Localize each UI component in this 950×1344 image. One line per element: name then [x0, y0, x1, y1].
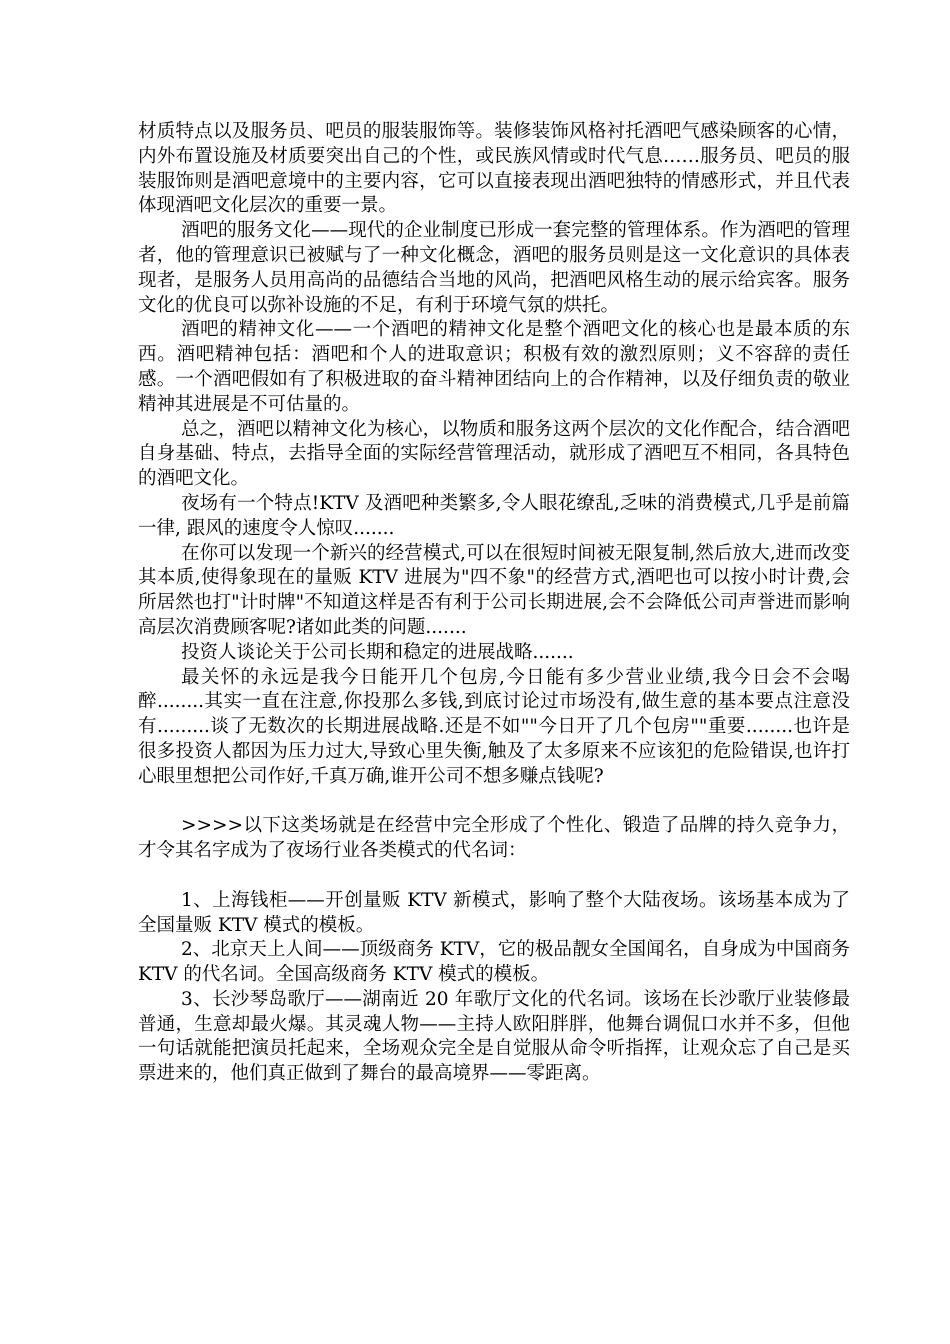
document-body	[138, 120, 850, 1087]
paragraph: 投资人谈论关于公司长期和稳定的进展战略.......	[181, 641, 574, 663]
paragraph: 最关怀的永远是我今日能开几个包房,今日能有多少营业业绩,我今日会不会喝醉........其实一直在注意,你投那么多钱,到底讨论过市场没有,做生意的基本要点注意没有.........谈了无数次的长期进展战略.还是不如""今日开了几个包房""重要........也许是很多投资人都因为压力过大,导致心里失衡,触及了太多原来不应该犯的危险错误,也许打心眼里想把公司作好,千真万确,谁开公司不想多赚点钱呢?	[138, 666, 850, 787]
paragraph: 酒吧的服务文化——现代的企业制度已形成一套完整的管理体系。作为酒吧的管理者，他的管理意识已被赋与了一种文化概念，酒吧的服务员则是这一文化意识的具体表现者，是服务人员用高尚的品德结合当地的风尚，把酒吧风格生动的展示给宾客。服务文化的优良可以弥补设施的不足，有利于环境气氛的烘托。	[138, 220, 850, 316]
blank-line	[138, 790, 850, 815]
blank-line	[138, 864, 850, 889]
paragraph: 总之，酒吧以精神文化为核心，以物质和服务这两个层次的文化作配合，结合酒吧自身基础、特点，去指导全面的实际经营管理活动，就形成了酒吧互不相同，各具特色的酒吧文化。	[138, 418, 850, 490]
paragraph: 在你可以发现一个新兴的经营模式,可以在很短时间被无限复制,然后放大,进而改变其本质,使得象现在的量贩 KTV 进展为"四不象"的经营方式,酒吧也可以按小时计费,会所居然也打"计时牌"不知道这样是否有利于公司长期进展,会不会降低公司声誉进而影响高层次消费顾客呢?诸如此类的问题.......	[138, 542, 850, 638]
paragraph: 夜场有一个特点!KTV 及酒吧种类繁多,令人眼花缭乱,乏味的消费模式,几乎是前篇一律, 跟风的速度令人惊叹.......	[138, 492, 850, 539]
list-item: 2、北京天上人间——顶级商务 KTV，它的极品靓女全国闻名，自身成为中国商务 KTV 的代名词。全国高级商务 KTV 模式的模板。	[138, 939, 850, 986]
paragraph: 酒吧的精神文化——一个酒吧的精神文化是整个酒吧文化的核心也是最本质的东西。酒吧精神包括：酒吧和个人的进取意识；积极有效的激烈原则；义不容辞的责任感。一个酒吧假如有了积极进取的奋斗精神团结向上的合作精神，以及仔细负责的敬业精神其进展是不可估量的。	[138, 319, 850, 415]
list-item: 3、长沙琴岛歌厅——湖南近 20 年歌厅文化的代名词。该场在长沙歌厅业装修最普通，生意却最火爆。其灵魂人物——主持人欧阳胖胖，他舞台调侃口水并不多，但他一句话就能把演员托起来，全场观众完全是自觉服从命令听指挥，让观众忘了自己是买票进来的，他们真正做到了舞台的最高境界——零距离。	[138, 988, 850, 1085]
paragraph: >>>>以下这类场就是在经营中完全形成了个性化、锻造了品牌的持久竞争力，才令其名字成为了夜场行业各类模式的代名词：	[138, 815, 850, 862]
list-item: 1、上海钱柜——开创量贩 KTV 新模式，影响了整个大陆夜场。该场基本成为了全国量贩 KTV 模式的模板。	[138, 889, 850, 936]
paragraph: 材质特点以及服务员、吧员的服装服饰等。装修装饰风格衬托酒吧气感染顾客的心情，内外布置设施及材质要突出自己的个性，或民族风情或时代气息……服务员、吧员的服装服饰则是酒吧意境中的主要内容，它可以直接表现出酒吧独特的情感形式，并且代表体现酒吧文化层次的重要一景。	[138, 121, 850, 217]
